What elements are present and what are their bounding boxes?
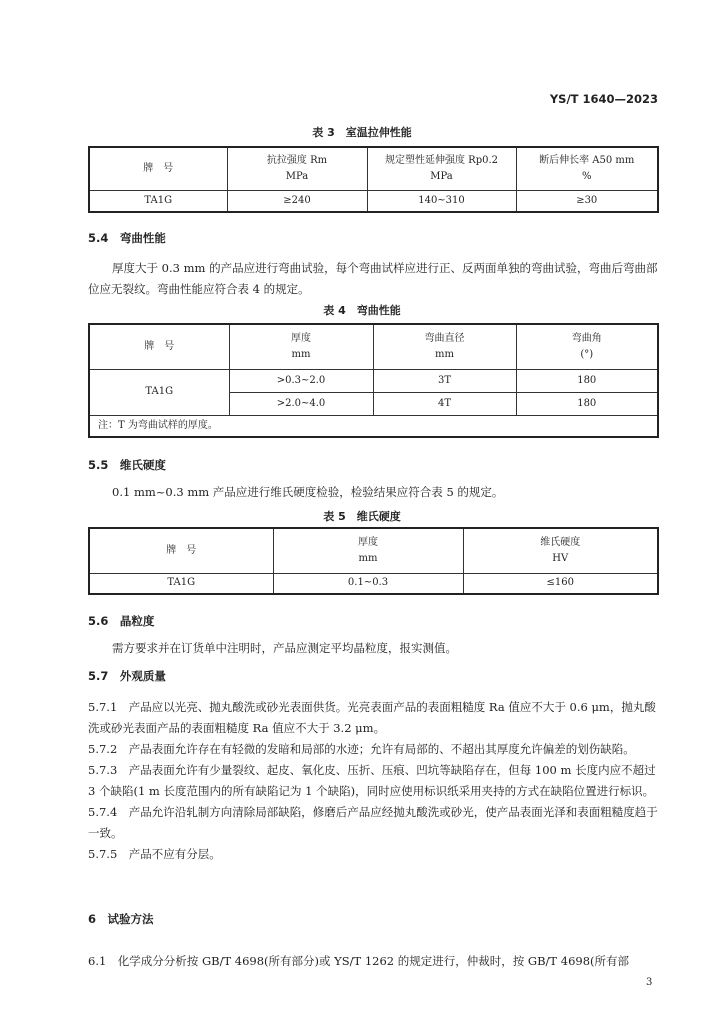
section-5-7-items <box>88 697 660 865</box>
t3-h3: 断后伸长率 A50 mm % <box>516 147 658 190</box>
item-6-1: 6.1 化学成分分析按 GB/T 4698(所有部分)或 YS/T 1262 的规定进行，仲裁时，按 GB/T 4698(所有部 <box>88 954 630 968</box>
page-number: 3 <box>646 977 653 988</box>
table4: 牌 号 厚度 mm 弯曲直径 mm 弯曲角 (°) TA1G >0.3~2.0 3T 180 >2.0~4.0 4T 180 注：T 为弯曲试样的厚度。 <box>88 323 659 438</box>
section-5-5-text: 0.1 mm~0.3 mm 产品应进行维氏硬度检验，检验结果应符合表 5 的规定。 <box>112 485 504 499</box>
table5-title: 表 5 维氏硬度 <box>323 510 401 523</box>
table-row: TA1G 0.1~0.3 ≤160 <box>89 573 658 594</box>
table3 <box>88 146 659 213</box>
table4-note: 注：T 为弯曲试样的厚度。 <box>89 415 658 437</box>
t3-h2: 规定塑性延伸强度 Rp0.2 MPa <box>367 147 516 190</box>
section-5-7-heading: 5.7 外观质量 <box>88 669 166 683</box>
item-5-7-1: 5.7.1 产品应以光亮、抛丸酸洗或砂光表面供货。光亮表面产品的表面粗糙度 Ra 值应不大于 0.6 μm，抛丸酸洗或砂光表面产品的表面粗糙度 Ra 值应不大于 3.2 μm。 <box>88 700 656 735</box>
section-5-4-heading: 5.4 弯曲性能 <box>88 231 166 245</box>
table3-title: 表 3 室温拉伸性能 <box>312 126 412 139</box>
doc-code: YS/T 1640—2023 <box>549 92 658 106</box>
table-row: >2.0~4.0 4T 180 <box>89 392 658 415</box>
item-5-7-4: 5.7.4 产品允许沿轧制方向清除局部缺陷，修磨后产品应经抛丸酸洗或砂光，使产品表面光泽和表面粗糙度趋于一致。 <box>88 805 658 840</box>
section-5-5-heading: 5.5 维氏硬度 <box>88 458 166 472</box>
table4-title: 表 4 弯曲性能 <box>323 304 401 317</box>
t3-h1: 抗拉强度 Rm MPa <box>227 147 367 190</box>
section-5-6-heading: 5.6 晶粒度 <box>88 614 155 628</box>
item-5-7-2: 5.7.2 产品表面允许存在有轻微的发暗和局部的水迹；允许有局部的、不超出其厚度允许偏差的划伤缺陷。 <box>88 742 635 756</box>
table-row: TA1G >0.3~2.0 3T 180 <box>89 369 658 392</box>
item-5-7-5: 5.7.5 产品不应有分层。 <box>88 847 221 861</box>
section-5-4-text: 厚度大于 0.3 mm 的产品应进行弯曲试验，每个弯曲试样应进行正、反两面单独的弯曲试验，弯曲后弯曲部位应无裂纹。弯曲性能应符合表 4 的规定。 <box>88 261 658 296</box>
t3-h0: 牌 号 <box>89 147 227 190</box>
section-5-6-text: 需方要求并在订货单中注明时，产品应测定平均晶粒度，报实测值。 <box>112 641 457 655</box>
item-5-7-3: 5.7.3 产品表面允许有少量裂纹、起皮、氧化皮、压折、压痕、凹坑等缺陷存在，但每 100 m 长度内应不超过 3 个缺陷(1 m 长度范围内的所有缺陷记为 1 个缺陷)，同时应使用标识纸采用夹持的方式在缺陷位置进行标识。 <box>88 763 656 798</box>
table5: 牌 号 厚度 mm 维氏硬度 HV TA1G 0.1~0.3 ≤160 <box>88 527 659 595</box>
table-row: TA1G ≥240 140~310 ≥30 <box>89 190 658 212</box>
section-6-heading: 6 试验方法 <box>88 912 154 926</box>
